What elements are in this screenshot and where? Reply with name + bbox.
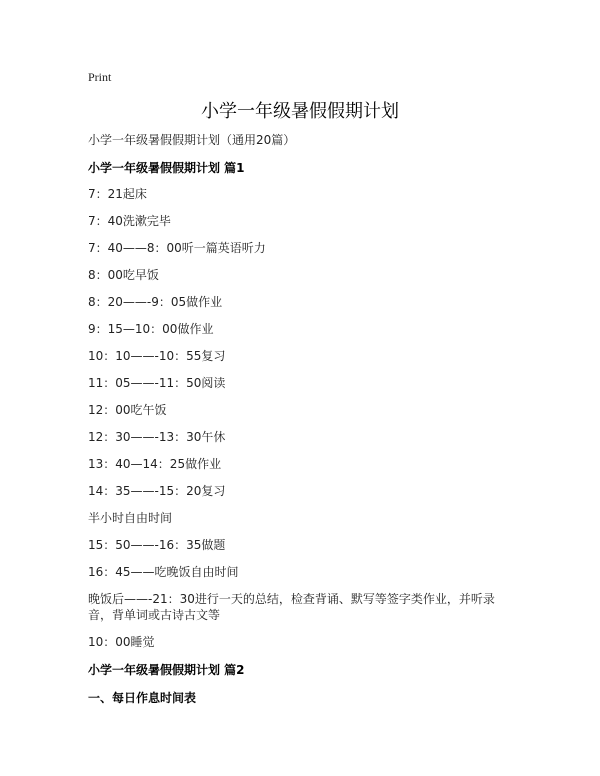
- schedule-item: 7：21起床: [88, 187, 147, 201]
- schedule-item: 10：00睡觉: [88, 635, 155, 649]
- schedule-item: 13：40—14：25做作业: [88, 457, 222, 471]
- page-title: 小学一年级暑假假期计划: [201, 101, 399, 122]
- schedule-item: 12：00吃午饭: [88, 403, 167, 417]
- section-heading-1: 小学一年级暑假假期计划 篇1: [88, 161, 245, 175]
- schedule-item: 8：20——-9：05做作业: [88, 295, 223, 309]
- print-label: Print: [88, 70, 112, 84]
- schedule-item: 8：00吃早饭: [88, 268, 159, 282]
- schedule-item: 7：40洗漱完毕: [88, 214, 171, 228]
- schedule-item: 半小时自由时间: [88, 511, 173, 525]
- schedule-item: 7：40——8：00听一篇英语听力: [88, 241, 266, 255]
- schedule-item: 晚饭后——-21：30进行一天的总结，检查背诵、默写等签字类作业，并听录音，背单词或古诗古文等: [88, 592, 495, 622]
- schedule-item: 14：35——-15：20复习: [88, 484, 226, 498]
- section-sub-heading: 一、每日作息时间表: [88, 691, 197, 705]
- schedule-item: 16：45——吃晚饭自由时间: [88, 565, 239, 579]
- schedule-item: 9：15—10：00做作业: [88, 322, 214, 336]
- schedule-item: 12：30——-13：30午休: [88, 430, 226, 444]
- schedule-list: [88, 186, 518, 661]
- document-subtitle: 小学一年级暑假假期计划（通用20篇）: [88, 133, 296, 147]
- schedule-item: 10：10——-10：55复习: [88, 349, 226, 363]
- schedule-item: 11：05——-11：50阅读: [88, 376, 226, 390]
- schedule-item: 15：50——-16：35做题: [88, 538, 226, 552]
- section-heading-2: 小学一年级暑假假期计划 篇2: [88, 663, 245, 677]
